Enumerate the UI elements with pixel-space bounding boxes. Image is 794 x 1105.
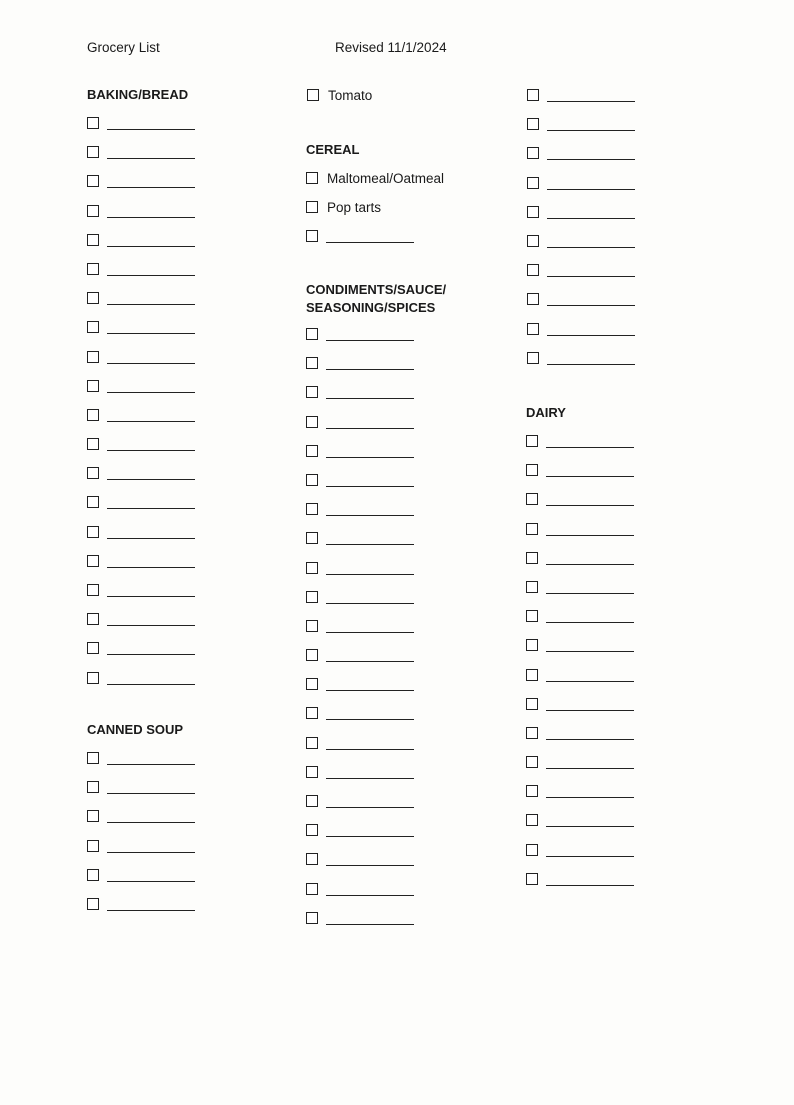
dairy-list bbox=[526, 435, 726, 902]
list-item bbox=[306, 532, 506, 561]
write-in-line[interactable] bbox=[326, 242, 414, 243]
write-in-line[interactable] bbox=[546, 768, 634, 769]
write-in-line[interactable] bbox=[546, 651, 634, 652]
section-title-canned-soup: CANNED SOUP bbox=[87, 722, 184, 737]
write-in-line[interactable] bbox=[326, 603, 414, 604]
list-item bbox=[87, 869, 287, 898]
write-in-line[interactable] bbox=[107, 764, 195, 765]
checkbox[interactable] bbox=[87, 467, 99, 479]
section-title-condiments-line2: SEASONING/SPICES bbox=[306, 300, 436, 315]
list-item bbox=[527, 293, 727, 322]
write-in-line[interactable] bbox=[546, 826, 634, 827]
write-in-line[interactable] bbox=[326, 690, 414, 691]
write-in-line[interactable] bbox=[107, 363, 195, 364]
section-title-condiments-line1: CONDIMENTS/SAUCE/ bbox=[306, 282, 447, 297]
checkbox[interactable] bbox=[306, 172, 318, 184]
write-in-line[interactable] bbox=[326, 836, 414, 837]
checkbox[interactable] bbox=[306, 853, 318, 865]
checkbox[interactable] bbox=[306, 416, 318, 428]
checkbox[interactable] bbox=[527, 89, 539, 101]
write-in-line[interactable] bbox=[107, 910, 195, 911]
checkbox[interactable] bbox=[526, 727, 538, 739]
write-in-line[interactable] bbox=[546, 885, 634, 886]
write-in-line[interactable] bbox=[546, 564, 634, 565]
write-in-line[interactable] bbox=[546, 856, 634, 857]
write-in-line[interactable] bbox=[326, 632, 414, 633]
checkbox[interactable] bbox=[87, 117, 99, 129]
list-item bbox=[306, 474, 506, 503]
cereal-blank-list bbox=[306, 230, 506, 259]
list-item bbox=[87, 175, 287, 204]
write-in-line[interactable] bbox=[326, 778, 414, 779]
write-in-line[interactable] bbox=[547, 247, 635, 248]
list-item bbox=[306, 883, 506, 912]
checkbox[interactable] bbox=[306, 532, 318, 544]
write-in-line[interactable] bbox=[107, 246, 195, 247]
write-in-line[interactable] bbox=[107, 596, 195, 597]
write-in-line[interactable] bbox=[326, 895, 414, 896]
list-item bbox=[306, 445, 506, 474]
column-3 bbox=[527, 89, 727, 381]
list-item bbox=[526, 727, 726, 756]
list-item bbox=[526, 844, 726, 873]
checkbox[interactable] bbox=[306, 912, 318, 924]
item-label: Pop tarts bbox=[327, 200, 382, 216]
write-in-line[interactable] bbox=[326, 428, 414, 429]
list-item bbox=[87, 752, 287, 781]
list-item bbox=[87, 321, 287, 350]
list-item bbox=[527, 89, 727, 118]
list-item bbox=[526, 785, 726, 814]
write-in-line[interactable] bbox=[326, 574, 414, 575]
checkbox[interactable] bbox=[526, 552, 538, 564]
write-in-line[interactable] bbox=[547, 364, 635, 365]
list-item bbox=[87, 613, 287, 642]
list-item bbox=[306, 620, 506, 649]
write-in-line[interactable] bbox=[546, 739, 634, 740]
write-in-line[interactable] bbox=[107, 684, 195, 685]
write-in-line[interactable] bbox=[107, 538, 195, 539]
checkbox[interactable] bbox=[527, 323, 539, 335]
write-in-line[interactable] bbox=[326, 749, 414, 750]
column-3-blank-list bbox=[527, 89, 727, 381]
checkbox[interactable] bbox=[306, 386, 318, 398]
write-in-line[interactable] bbox=[107, 275, 195, 276]
write-in-line[interactable] bbox=[107, 158, 195, 159]
write-in-line[interactable] bbox=[107, 567, 195, 568]
list-item bbox=[527, 235, 727, 264]
checkbox[interactable] bbox=[87, 781, 99, 793]
list-item bbox=[87, 292, 287, 321]
write-in-line[interactable] bbox=[547, 305, 635, 306]
checkbox[interactable] bbox=[526, 581, 538, 593]
list-item bbox=[306, 172, 506, 201]
checkbox[interactable] bbox=[87, 438, 99, 450]
checkbox[interactable] bbox=[306, 883, 318, 895]
baking-bread-list bbox=[87, 117, 287, 701]
write-in-line[interactable] bbox=[547, 335, 635, 336]
checkbox[interactable] bbox=[526, 610, 538, 622]
condiments-list bbox=[306, 328, 506, 941]
write-in-line[interactable] bbox=[107, 392, 195, 393]
checkbox[interactable] bbox=[306, 474, 318, 486]
checkbox[interactable] bbox=[87, 409, 99, 421]
checkbox[interactable] bbox=[527, 264, 539, 276]
checkbox[interactable] bbox=[526, 435, 538, 447]
list-item bbox=[307, 89, 507, 118]
list-item bbox=[87, 642, 287, 671]
list-item bbox=[87, 205, 287, 234]
list-item bbox=[306, 853, 506, 882]
item-label: Tomato bbox=[328, 88, 373, 103]
list-item bbox=[306, 328, 506, 357]
checkbox[interactable] bbox=[87, 175, 99, 187]
list-item bbox=[527, 147, 727, 176]
checkbox[interactable] bbox=[526, 523, 538, 535]
checkbox[interactable] bbox=[87, 752, 99, 764]
write-in-line[interactable] bbox=[546, 535, 634, 536]
write-in-line[interactable] bbox=[546, 476, 634, 477]
checkbox[interactable] bbox=[526, 698, 538, 710]
list-item bbox=[87, 672, 287, 701]
list-item bbox=[306, 824, 506, 853]
section-title-baking-bread: BAKING/BREAD bbox=[87, 87, 189, 102]
write-in-line[interactable] bbox=[547, 218, 635, 219]
list-item bbox=[306, 562, 506, 591]
canned-soup-list bbox=[87, 752, 287, 927]
list-item bbox=[306, 591, 506, 620]
write-in-line[interactable] bbox=[326, 924, 414, 925]
column-2 bbox=[307, 89, 507, 118]
checkbox[interactable] bbox=[306, 824, 318, 836]
list-item bbox=[87, 380, 287, 409]
item-label: Maltomeal/Oatmeal bbox=[327, 171, 445, 186]
checkbox[interactable] bbox=[87, 584, 99, 596]
write-in-line[interactable] bbox=[546, 622, 634, 623]
list-item bbox=[526, 639, 726, 668]
checkbox[interactable] bbox=[87, 380, 99, 392]
list-item bbox=[306, 230, 506, 259]
checkbox[interactable] bbox=[527, 352, 539, 364]
write-in-line[interactable] bbox=[326, 457, 414, 458]
checkbox[interactable] bbox=[306, 201, 318, 213]
list-item bbox=[526, 669, 726, 698]
list-item bbox=[87, 234, 287, 263]
page-title: Grocery List bbox=[87, 40, 160, 55]
list-item bbox=[87, 146, 287, 175]
checkbox[interactable] bbox=[87, 672, 99, 684]
write-in-line[interactable] bbox=[107, 625, 195, 626]
write-in-line[interactable] bbox=[107, 304, 195, 305]
write-in-line[interactable] bbox=[107, 881, 195, 882]
write-in-line[interactable] bbox=[546, 505, 634, 506]
list-item bbox=[87, 840, 287, 869]
list-item bbox=[87, 781, 287, 810]
write-in-line[interactable] bbox=[547, 276, 635, 277]
list-item bbox=[306, 386, 506, 415]
checkbox[interactable] bbox=[87, 555, 99, 567]
checkbox[interactable] bbox=[87, 263, 99, 275]
list-item bbox=[306, 795, 506, 824]
list-item bbox=[87, 467, 287, 496]
checkbox[interactable] bbox=[87, 205, 99, 217]
write-in-line[interactable] bbox=[326, 515, 414, 516]
checkbox[interactable] bbox=[306, 357, 318, 369]
checkbox[interactable] bbox=[87, 146, 99, 158]
list-item bbox=[526, 756, 726, 785]
checkbox[interactable] bbox=[87, 898, 99, 910]
list-item bbox=[306, 737, 506, 766]
checkbox[interactable] bbox=[87, 234, 99, 246]
write-in-line[interactable] bbox=[107, 479, 195, 480]
checkbox[interactable] bbox=[87, 613, 99, 625]
list-item bbox=[306, 416, 506, 445]
list-item bbox=[306, 912, 506, 941]
list-item bbox=[526, 873, 726, 902]
list-item bbox=[87, 898, 287, 927]
list-item bbox=[526, 610, 726, 639]
list-item bbox=[526, 581, 726, 610]
write-in-line[interactable] bbox=[326, 369, 414, 370]
list-item bbox=[526, 552, 726, 581]
write-in-line[interactable] bbox=[546, 681, 634, 682]
checkbox[interactable] bbox=[87, 496, 99, 508]
checkbox[interactable] bbox=[87, 351, 99, 363]
checkbox[interactable] bbox=[306, 503, 318, 515]
list-item bbox=[87, 351, 287, 380]
write-in-line[interactable] bbox=[326, 807, 414, 808]
list-item bbox=[87, 555, 287, 584]
checkbox[interactable] bbox=[306, 591, 318, 603]
checkbox[interactable] bbox=[527, 177, 539, 189]
write-in-line[interactable] bbox=[107, 508, 195, 509]
checkbox[interactable] bbox=[306, 795, 318, 807]
write-in-line[interactable] bbox=[107, 421, 195, 422]
list-item bbox=[527, 177, 727, 206]
column-3-dairy bbox=[526, 405, 726, 902]
write-in-line[interactable] bbox=[326, 340, 414, 341]
checkbox[interactable] bbox=[526, 493, 538, 505]
write-in-line[interactable] bbox=[326, 719, 414, 720]
section-title-cereal: CEREAL bbox=[306, 142, 360, 157]
checkbox[interactable] bbox=[526, 785, 538, 797]
checkbox[interactable] bbox=[87, 526, 99, 538]
list-item bbox=[526, 493, 726, 522]
write-in-line[interactable] bbox=[107, 852, 195, 853]
column-2-condiments bbox=[306, 282, 506, 941]
write-in-line[interactable] bbox=[107, 793, 195, 794]
write-in-line[interactable] bbox=[107, 450, 195, 451]
list-item bbox=[87, 526, 287, 555]
checkbox[interactable] bbox=[307, 89, 319, 101]
list-item bbox=[87, 438, 287, 467]
checkbox[interactable] bbox=[306, 620, 318, 632]
write-in-line[interactable] bbox=[326, 661, 414, 662]
checkbox[interactable] bbox=[87, 321, 99, 333]
list-item bbox=[527, 264, 727, 293]
write-in-line[interactable] bbox=[326, 865, 414, 866]
list-item bbox=[526, 698, 726, 727]
list-item bbox=[306, 766, 506, 795]
checkbox[interactable] bbox=[526, 814, 538, 826]
list-item bbox=[87, 810, 287, 839]
write-in-line[interactable] bbox=[546, 710, 634, 711]
write-in-line[interactable] bbox=[107, 187, 195, 188]
checkbox[interactable] bbox=[306, 445, 318, 457]
column-1 bbox=[87, 87, 287, 701]
checkbox[interactable] bbox=[526, 756, 538, 768]
list-item bbox=[87, 409, 287, 438]
write-in-line[interactable] bbox=[326, 486, 414, 487]
write-in-line[interactable] bbox=[546, 593, 634, 594]
checkbox[interactable] bbox=[87, 869, 99, 881]
list-item bbox=[306, 503, 506, 532]
checkbox[interactable] bbox=[526, 873, 538, 885]
checkbox[interactable] bbox=[87, 292, 99, 304]
checkbox[interactable] bbox=[527, 147, 539, 159]
checkbox[interactable] bbox=[306, 649, 318, 661]
write-in-line[interactable] bbox=[107, 333, 195, 334]
checkbox[interactable] bbox=[527, 235, 539, 247]
checkbox[interactable] bbox=[527, 293, 539, 305]
checkbox[interactable] bbox=[306, 707, 318, 719]
list-item bbox=[527, 323, 727, 352]
list-item bbox=[306, 678, 506, 707]
list-item bbox=[526, 464, 726, 493]
column-2-cereal bbox=[306, 142, 506, 260]
list-item bbox=[527, 352, 727, 381]
list-item bbox=[87, 496, 287, 525]
list-item bbox=[527, 118, 727, 147]
checkbox[interactable] bbox=[306, 328, 318, 340]
list-item bbox=[526, 523, 726, 552]
list-item bbox=[87, 117, 287, 146]
checkbox[interactable] bbox=[306, 678, 318, 690]
checkbox[interactable] bbox=[527, 206, 539, 218]
section-title-dairy: DAIRY bbox=[526, 405, 566, 420]
checkbox[interactable] bbox=[527, 118, 539, 130]
list-item bbox=[306, 357, 506, 386]
write-in-line[interactable] bbox=[546, 447, 634, 448]
checkbox[interactable] bbox=[526, 464, 538, 476]
write-in-line[interactable] bbox=[326, 398, 414, 399]
list-item bbox=[526, 814, 726, 843]
write-in-line[interactable] bbox=[546, 797, 634, 798]
checkbox[interactable] bbox=[306, 230, 318, 242]
checkbox[interactable] bbox=[526, 844, 538, 856]
checkbox[interactable] bbox=[526, 639, 538, 651]
list-item bbox=[526, 435, 726, 464]
write-in-line[interactable] bbox=[107, 654, 195, 655]
checkbox[interactable] bbox=[306, 766, 318, 778]
list-item bbox=[87, 263, 287, 292]
checkbox[interactable] bbox=[306, 562, 318, 574]
checkbox[interactable] bbox=[87, 810, 99, 822]
write-in-line[interactable] bbox=[107, 217, 195, 218]
checkbox[interactable] bbox=[526, 669, 538, 681]
list-item bbox=[527, 206, 727, 235]
checkbox[interactable] bbox=[87, 840, 99, 852]
write-in-line[interactable] bbox=[107, 822, 195, 823]
checkbox[interactable] bbox=[306, 737, 318, 749]
list-item bbox=[306, 649, 506, 678]
write-in-line[interactable] bbox=[547, 101, 635, 102]
column-1-lower bbox=[87, 722, 287, 927]
list-item bbox=[306, 201, 506, 230]
list-item bbox=[306, 707, 506, 736]
list-item bbox=[87, 584, 287, 613]
write-in-line[interactable] bbox=[547, 189, 635, 190]
checkbox[interactable] bbox=[87, 642, 99, 654]
write-in-line[interactable] bbox=[107, 129, 195, 130]
write-in-line[interactable] bbox=[547, 159, 635, 160]
write-in-line[interactable] bbox=[547, 130, 635, 131]
revised-date: Revised 11/1/2024 bbox=[335, 40, 447, 55]
write-in-line[interactable] bbox=[326, 544, 414, 545]
